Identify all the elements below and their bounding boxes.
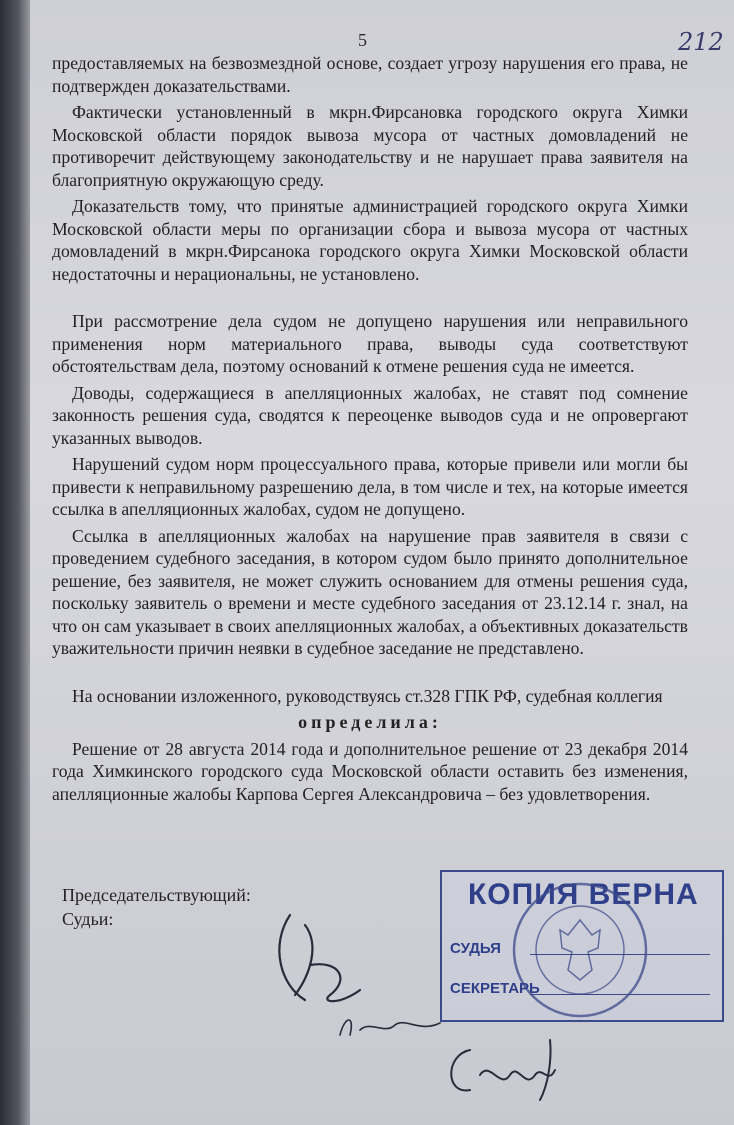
stamp-judge-label: СУДЬЯ (450, 940, 501, 957)
judge-signature-1 (330, 1005, 450, 1045)
paragraph-4: При рассмотрение дела судом не допущено нарушения или неправильного применения норм материального права, выводы суда соответствуют обстоятельствам дела, поэтому оснований к отмене решения суда не имеется. (52, 311, 688, 376)
ruling-text: Решение от 28 августа 2014 года и дополнительное решение от 23 декабря 2014 года Химкинского городского суда Московской области оставить без изменения, апелляционные жалобы Карпова Сергея Александровича – без удовлетворения. (52, 738, 688, 804)
presiding-judge-label: Председательствующий: (62, 885, 251, 905)
paragraph-2: Фактически установленный в мкрн.Фирсановка городского округа Химки Московской области порядок вывоза мусора от частных домовладений не противоречит действующему законодательству и не нарушает права заявителя на благоприятную окружающую среду. (52, 102, 688, 190)
paragraph-5: Доводы, содержащиеся в апелляционных жалобах, не ставят под сомнение законность решения суда, сводятся к переоценке выводов суда и не опровергают указанных выводов. (52, 382, 688, 448)
court-seal (510, 880, 650, 1020)
page-number: 5 (358, 30, 367, 50)
paragraph-6: Нарушений судом норм процессуального права, которые привели или могли бы привести к неправильному разрешению дела, в том числе и тех, на которые имеется ссылка в апелляционных жалобах, судом не допущено. (52, 454, 688, 519)
signature-labels (62, 883, 251, 931)
stamp-title: КОПИЯ ВЕРНА (468, 878, 699, 911)
judge-signature-2 (440, 1030, 570, 1110)
judges-label: Судьи: (62, 909, 114, 929)
paragraph-1: предоставляемых на безвозмездной основе, создает угрозу нарушения его права, не подтвержден доказательствами. (52, 53, 688, 96)
handwritten-page-annotation: 212 (678, 28, 724, 56)
ruling-title: определила: (298, 712, 442, 732)
presiding-judge-signature (250, 905, 400, 1015)
stamp-secretary-label: СЕКРЕТАРЬ (450, 980, 540, 997)
paragraph-3: Доказательств тому, что принятые администрацией городского округа Химки Московской области меры по организации сбора и вывоза мусора от частных домовладений в мкрн.Фирсанока городского округа Химки Московской области недостаточны и нерациональны, не установлено. (52, 196, 688, 284)
paragraph-7: Ссылка в апелляционных жалобах на нарушение прав заявителя в связи с проведением судебного заседания, в котором судом было принято дополнительное решение, без заявителя, не может служить основанием для отмены решения суда, поскольку заявитель о времени и месте судебного заседания от 23.12.14 г. знал, на что он сам указывает в своих апелляционных жалобах, а объективных доказательств уважительности причин неявки в судебное заседание не представлено. (52, 525, 688, 658)
paragraph-8: На основании изложенного, руководствуясь ст.328 ГПК РФ, судебная коллегия (72, 685, 663, 706)
document-body (52, 52, 688, 809)
page-binding-edge (0, 0, 30, 1125)
